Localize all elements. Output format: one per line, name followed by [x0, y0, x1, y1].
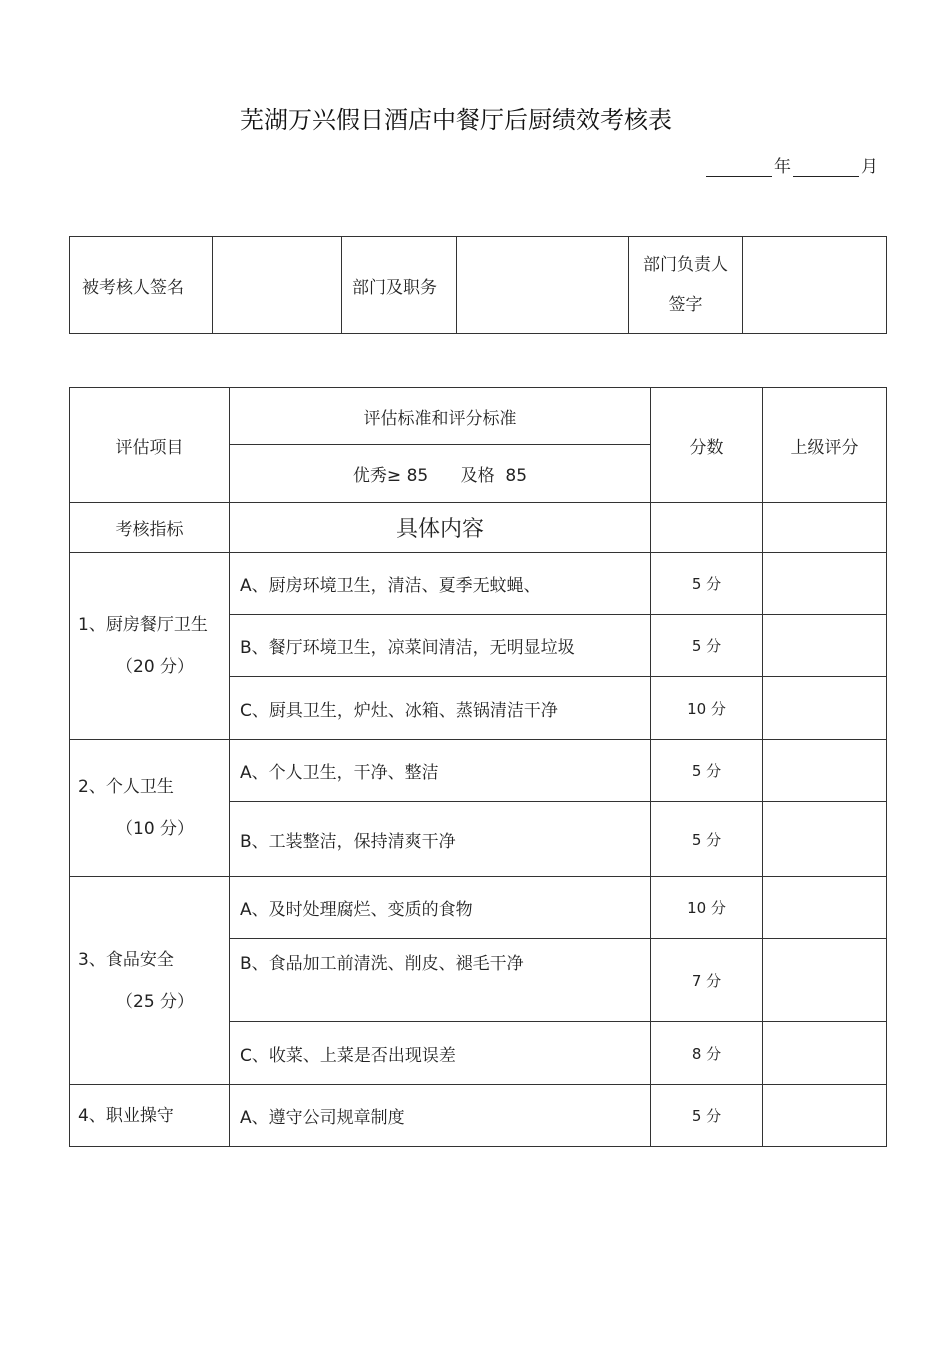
category-cell: [70, 740, 230, 877]
category-points: （20 分）: [116, 657, 195, 677]
signature-table: [69, 236, 887, 334]
superior-score-field[interactable]: [763, 877, 887, 939]
criterion-text: A、厨房环境卫生，清洁、夏季无蚊蝇、: [230, 553, 651, 615]
max-score: 10 分: [651, 877, 763, 939]
superior-score-field[interactable]: [763, 939, 887, 1022]
year-label: 年: [774, 157, 791, 177]
superior-score-field[interactable]: [763, 802, 887, 877]
criterion-text: A、遵守公司规章制度: [230, 1085, 651, 1147]
max-score: 5 分: [651, 615, 763, 677]
examinee-signature-label: 被考核人签名: [70, 237, 213, 334]
superior-score-field[interactable]: [763, 1085, 887, 1147]
criterion-text: B、餐厅环境卫生，凉菜间清洁，无明显垃圾: [230, 615, 651, 677]
superior-score-field[interactable]: [763, 615, 887, 677]
criterion-text: A、及时处理腐烂、变质的食物: [230, 877, 651, 939]
header-content: 具体内容: [230, 503, 651, 553]
max-score: 5 分: [651, 740, 763, 802]
superior-score-field[interactable]: [763, 553, 887, 615]
month-label: 月: [861, 157, 878, 177]
category-points: （25 分）: [116, 991, 195, 1012]
category-points: （10 分）: [116, 819, 195, 839]
page-title: 芜湖万兴假日酒店中餐厅后厨绩效考核表: [240, 106, 672, 134]
superior-score-field[interactable]: [763, 740, 887, 802]
criterion-text: B、工装整洁，保持清爽干净: [230, 802, 651, 877]
header-indicator: 考核指标: [70, 503, 230, 553]
superior-score-field[interactable]: [763, 677, 887, 740]
criterion-text: C、收菜、上菜是否出现误差: [230, 1022, 651, 1085]
max-score: 10 分: [651, 677, 763, 740]
category-name: 3、食品安全: [78, 949, 174, 970]
dept-head-label-line2: 签字: [668, 295, 703, 315]
dept-position-label: 部门及职务: [342, 237, 457, 334]
header-score: 分数: [651, 388, 763, 503]
category-cell: [70, 1085, 230, 1147]
category-name: 2、个人卫生: [78, 777, 174, 797]
superior-score-field[interactable]: [763, 1022, 887, 1085]
examinee-signature-field[interactable]: [213, 237, 342, 334]
header-blank-superior: [763, 503, 887, 553]
header-blank-score: [651, 503, 763, 553]
dept-head-signature-label: [629, 237, 743, 334]
dept-head-label-line1: 部门负责人: [643, 255, 728, 275]
category-name: 4、职业操守: [78, 1105, 174, 1126]
month-blank[interactable]: [793, 158, 859, 177]
year-blank[interactable]: [706, 158, 772, 177]
score-table: [69, 387, 887, 1147]
date-line: [706, 152, 880, 177]
max-score: 5 分: [651, 1085, 763, 1147]
criterion-text: C、厨具卫生，炉灶、冰箱、蒸锅清洁干净: [230, 677, 651, 740]
max-score: 7 分: [651, 939, 763, 1022]
criterion-text: A、个人卫生，干净、整洁: [230, 740, 651, 802]
dept-head-signature-field[interactable]: [743, 237, 887, 334]
max-score: 5 分: [651, 802, 763, 877]
header-superior: 上级评分: [763, 388, 887, 503]
header-criteria: 评估标准和评分标准: [230, 388, 651, 445]
dept-position-field[interactable]: [457, 237, 629, 334]
category-name: 1、厨房餐厅卫生: [78, 615, 208, 635]
max-score: 5 分: [651, 553, 763, 615]
category-cell: [70, 877, 230, 1085]
category-cell: [70, 553, 230, 740]
header-item: 评估项目: [70, 388, 230, 503]
criterion-text: B、食品加工前清洗、削皮、褪毛干净: [230, 939, 651, 1022]
max-score: 8 分: [651, 1022, 763, 1085]
header-grades: 优秀≥ 85 及格 85: [230, 445, 651, 503]
